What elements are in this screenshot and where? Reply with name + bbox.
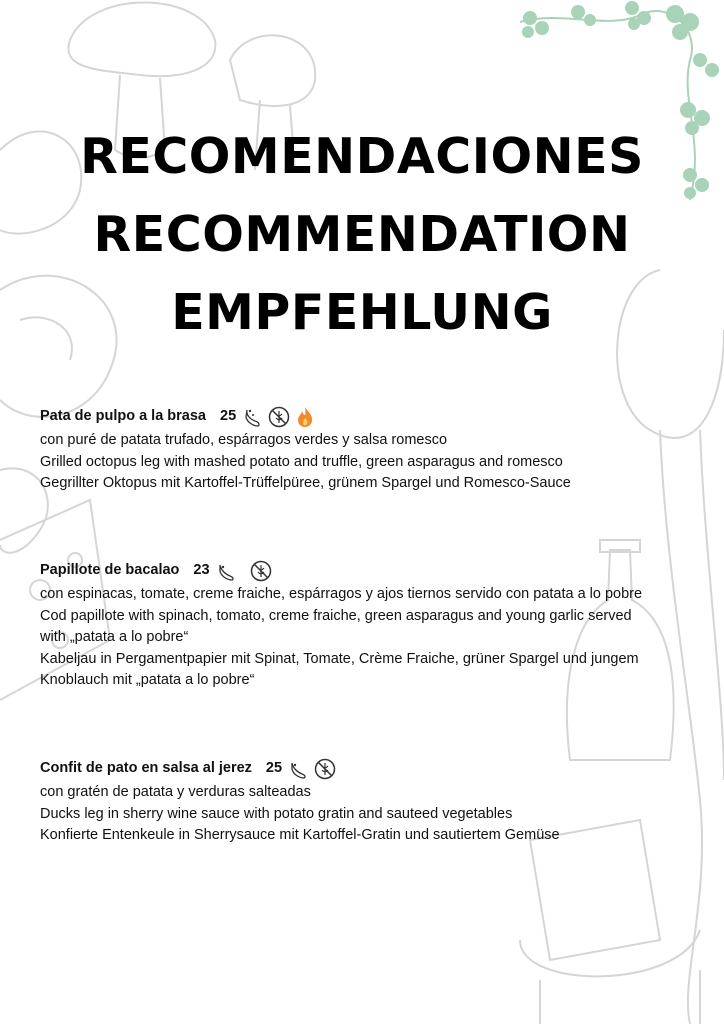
- dish-cod: [40, 558, 690, 692]
- dish-description-de: Gegrillter Oktopus mit Kartoffel-Trüffelpüree, grünem Spargel und Romesco-Sauce: [40, 475, 571, 491]
- dish-description-es: con puré de patata trufado, espárragos verdes y salsa romesco: [40, 432, 448, 448]
- dish-description-en-line1: Cod papillote with spinach, tomato, creme fraiche, green asparagus and young garlic served: [40, 607, 632, 624]
- dish-header: [40, 404, 690, 430]
- title-german: EMPFEHLUNG: [171, 284, 553, 341]
- no-gluten-icon: [268, 406, 290, 428]
- mollusc-icon: [242, 406, 264, 428]
- dish-description-es: con espinacas, tomate, creme fraiche, espárragos y ajos tiernos servido con patata a lo pobre: [40, 586, 643, 602]
- title-spanish: RECOMENDACIONES: [80, 128, 644, 185]
- dish-name: Confit de pato en salsa al jerez: [40, 760, 252, 777]
- dish-name: Papillote de bacalao: [40, 562, 180, 579]
- title-english: RECOMMENDATION: [93, 206, 631, 263]
- dish-price: 25: [265, 760, 283, 777]
- dish-price: 25: [220, 408, 237, 425]
- dish-description-en: Ducks leg in sherry wine sauce with potato gratin and sauteed vegetables: [40, 805, 513, 822]
- title-block: [0, 118, 724, 352]
- mushroom-sketch-icon: [68, 3, 215, 77]
- dish-name: Pata de pulpo a la brasa: [40, 408, 206, 425]
- dish-description-es: con gratén de patata y verduras salteadas: [40, 784, 311, 800]
- dish-header: [40, 756, 690, 782]
- dish-description-de: Konfierte Entenkeule in Sherrysauce mit Kartoffel-Gratin und sautiertem Gemüse: [40, 827, 560, 843]
- no-gluten-icon: [250, 560, 272, 582]
- fish-icon: [216, 560, 238, 582]
- dish-description-de-line2: Knoblauch mit „patata a lo pobre“: [40, 672, 255, 688]
- fire-icon: [294, 406, 316, 428]
- dairy-icon: [288, 758, 310, 780]
- dish-duck: [40, 756, 690, 847]
- dish-octopus: [40, 404, 690, 495]
- no-gluten-icon: [314, 758, 336, 780]
- dish-header: [40, 558, 690, 584]
- dish-description-en: Grilled octopus leg with mashed potato and truffle, green asparagus and romesco: [40, 453, 563, 470]
- dish-description-en-line2: with „patata a lo pobre“: [40, 629, 189, 645]
- dish-description-de-line1: Kabeljau in Pergamentpapier mit Spinat, Tomate, Crème Fraiche, grüner Spargel und jungem: [40, 650, 639, 667]
- dish-price: 23: [193, 562, 210, 579]
